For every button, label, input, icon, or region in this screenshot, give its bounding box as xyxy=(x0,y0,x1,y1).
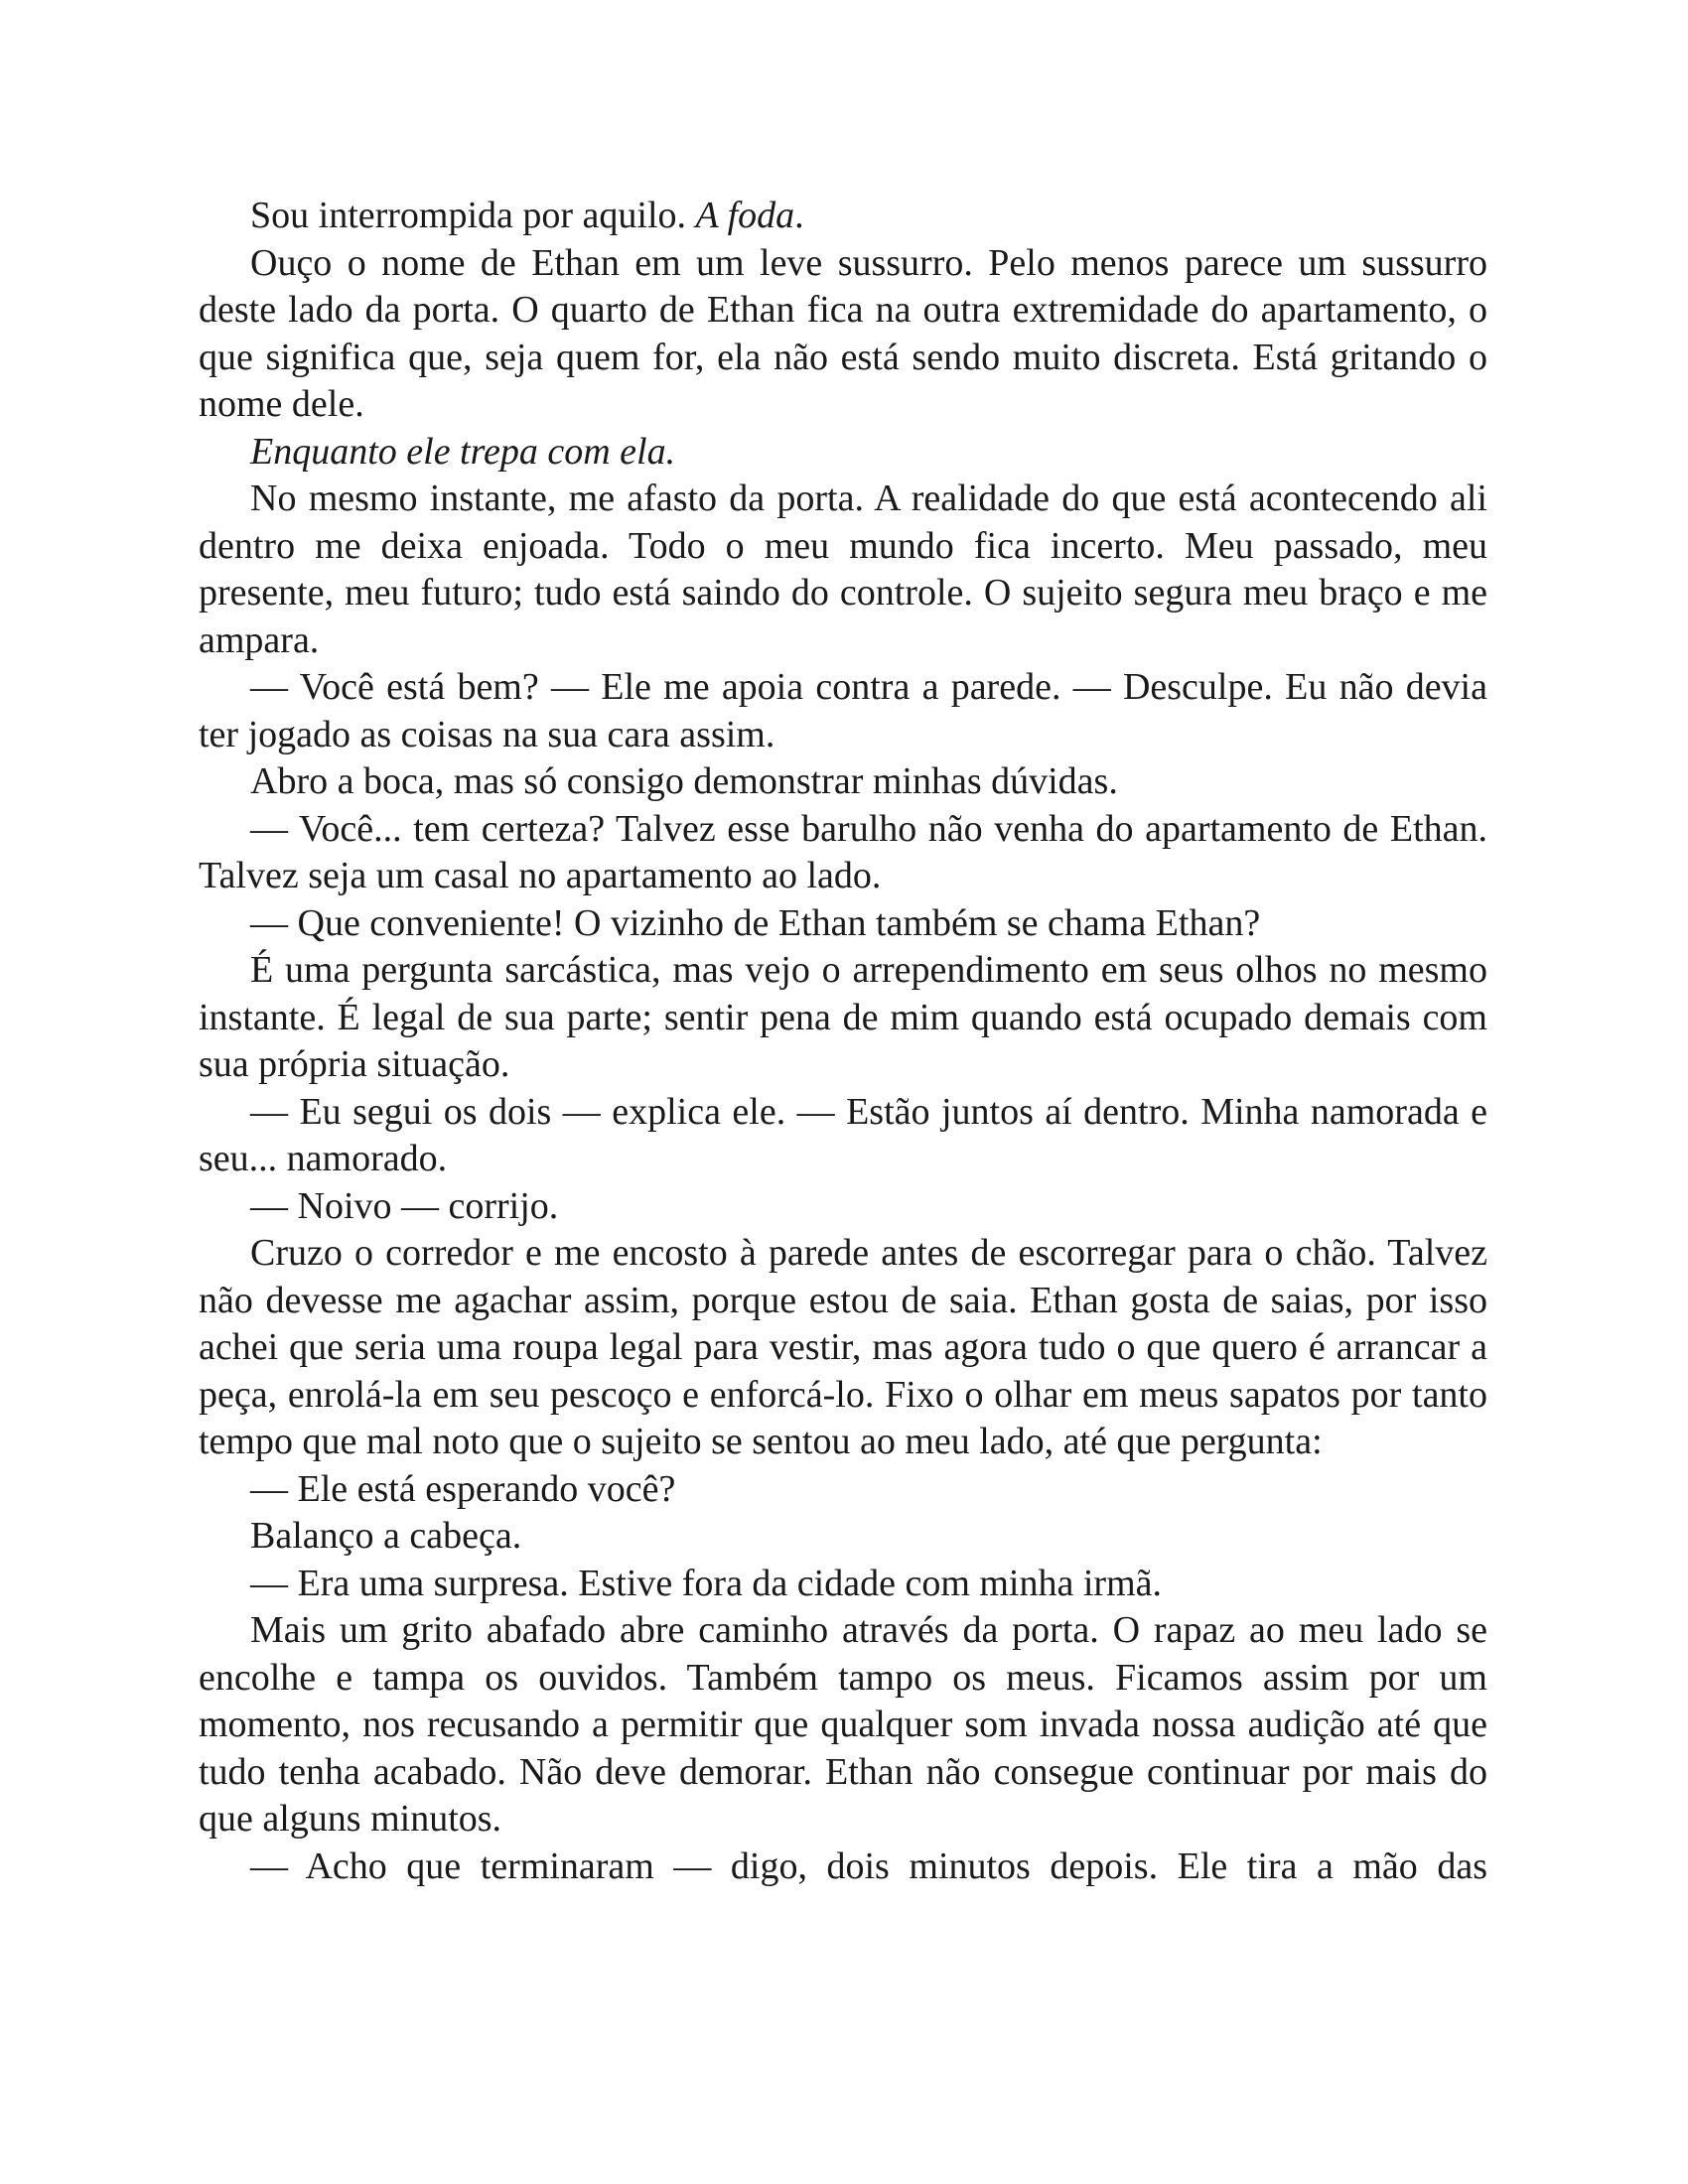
paragraph: — Você está bem? — Ele me apoia contra a parede. — Desculpe. Eu não devia ter jogado as coisas na sua cara assim. xyxy=(199,666,1487,755)
paragraph: — Eu segui os dois — explica ele. — Estão juntos aí dentro. Minha namorada e seu... namorado. xyxy=(199,1090,1487,1179)
paragraph: — Ele está esperando você? xyxy=(250,1467,676,1510)
paragraph: É uma pergunta sarcástica, mas vejo o arrependimento em seus olhos no mesmo instante. É legal de sua parte; sentir pena de mim quando está ocupado demais com sua própria situação. xyxy=(199,949,1487,1085)
italic-phrase: Enquanto ele trepa com ela. xyxy=(250,430,676,473)
paragraph: — Noivo — corrijo. xyxy=(250,1184,559,1227)
paragraph: Balanço a cabeça. xyxy=(250,1515,522,1557)
italic-phrase: A foda xyxy=(695,195,795,236)
paragraph: Ouço o nome de Ethan em um leve sussurro. Pelo menos parece um sussurro deste lado da porta. O quarto de Ethan fica na outra extremidade do apartamento, o que significa que, seja quem for, ela não está sendo muito discreta. Está gritando o nome dele. xyxy=(199,241,1487,425)
paragraph: — Acho que terminaram — digo, dois minutos depois. Ele tira a mão das xyxy=(250,1844,1487,1887)
book-page xyxy=(199,193,1487,1890)
paragraph: Cruzo o corredor e me encosto à parede antes de escorregar para o chão. Talvez não devesse me agachar assim, porque estou de saia. Ethan gosta de saias, por isso achei que seria uma roupa legal para vestir, mas agora tudo o que quero é arrancar a peça, enrolá-la em seu pescoço e enforcá-lo. Fixo o olhar em meus sapatos por tanto tempo que mal noto que o sujeito se sentou ao meu lado, até que pergunta: xyxy=(199,1232,1487,1462)
paragraph: — Que conveniente! O vizinho de Ethan também se chama Ethan? xyxy=(250,901,1261,944)
paragraph: Mais um grito abafado abre caminho através da porta. O rapaz ao meu lado se encolhe e tampa os ouvidos. Também tampo os meus. Ficamos assim por um momento, nos recusando a permitir que qualquer som invada nossa audição até que tudo tenha acabado. Não deve demorar. Ethan não consegue continuar por mais do que alguns minutos. xyxy=(199,1609,1487,1840)
paragraph: Sou interrompida por aquilo. A foda. xyxy=(250,195,804,236)
paragraph: — Você... tem certeza? Talvez esse barulho não venha do apartamento de Ethan. Talvez seja um casal no apartamento ao lado. xyxy=(199,807,1487,896)
paragraph xyxy=(199,429,1487,477)
paragraph: No mesmo instante, me afasto da porta. A realidade do que está acontecendo ali dentro me deixa enjoada. Todo o meu mundo fica incerto. Meu passado, meu presente, meu futuro; tudo está saindo do controle. O sujeito segura meu braço e me ampara. xyxy=(199,478,1487,661)
paragraph: Abro a boca, mas só consigo demonstrar minhas dúvidas. xyxy=(250,760,1118,802)
paragraph: — Era uma surpresa. Estive fora da cidade com minha irmã. xyxy=(250,1562,1162,1604)
